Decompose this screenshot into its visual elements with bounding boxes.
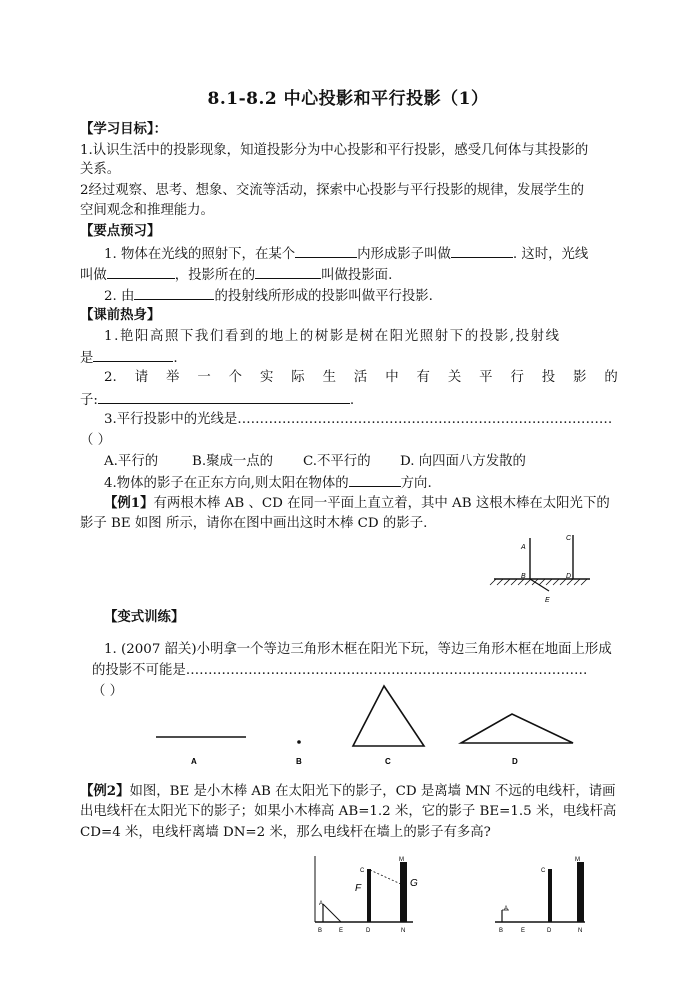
fig2l-label-f: F xyxy=(355,883,362,894)
preview-blank-3[interactable] xyxy=(107,264,175,279)
example2-label: 【例2】 xyxy=(80,783,130,799)
fig2r-label-n: N xyxy=(578,928,583,934)
warmup-q2-char: 有 xyxy=(416,370,430,385)
warmup-q4 xyxy=(104,472,432,494)
option-b-point xyxy=(297,740,301,744)
warmup-q4-text-a: 4.物体的影子在正东方向,则太阳在物体的 xyxy=(104,476,349,491)
warmup-q2-char: 影 xyxy=(573,370,587,385)
warmup-q3-option-b[interactable]: B.聚成一点的 xyxy=(192,454,274,469)
example1-label: 【例1】 xyxy=(104,495,154,511)
fig2l-label-e: E xyxy=(339,928,344,934)
warmup-q2-char: 投 xyxy=(541,370,556,385)
fig2r-label-c: C xyxy=(541,868,546,874)
warmup-q2-char: 2. xyxy=(104,370,117,385)
triangle-options-figure xyxy=(150,680,580,775)
warmup-q2-line2 xyxy=(80,389,354,411)
example2-text: 如图，BE 是小木棒 AB 在太阳光下的影子，CD 是离墙 MN 不远的电线杆，请画 xyxy=(129,784,616,799)
example1-line2: 影子 BE 如图 所示，请你在图中画出这时木棒 CD 的影子. xyxy=(80,516,428,531)
example2-line2: 出电线杆在太阳光下的影子；如果小木棒高 AB=1.2 米，它的影子 BE=1.5 米，电线杆高 xyxy=(80,804,617,819)
warmup-q2-char: 活 xyxy=(353,370,368,385)
option-d-label[interactable]: D xyxy=(512,757,518,766)
example1-line1 xyxy=(104,493,610,514)
warmup-heading: 【课前热身】 xyxy=(80,307,161,323)
fig2l-label-n: N xyxy=(401,928,406,934)
preview-q2 xyxy=(104,285,433,307)
example2-line3: CD=4 米，电线杆离墙 DN=2 米，那么电线杆在墙上的影子有多高? xyxy=(80,825,491,840)
warmup-q2-char: 一 xyxy=(197,370,211,385)
warmup-q2-char: 请 xyxy=(134,370,149,385)
figure1-label-b: B xyxy=(521,573,526,580)
option-b-label[interactable]: B xyxy=(296,757,302,766)
preview-blank-4[interactable] xyxy=(255,264,321,279)
preview-blank-1[interactable] xyxy=(295,243,357,258)
warmup-q2-char: 中 xyxy=(385,370,399,385)
warmup-q2-end: . xyxy=(349,393,355,408)
goals-line-4: 空间观念和推理能力。 xyxy=(80,203,214,218)
fig2l-label-d: D xyxy=(366,928,371,934)
warmup-q2-text: 子: xyxy=(80,393,98,408)
goals-line-2: 关系。 xyxy=(80,162,121,177)
warmup-q2-char: 际 xyxy=(291,370,305,385)
preview-q1-text-d: 叫做 xyxy=(80,268,107,283)
warmup-q1-end: . xyxy=(173,351,178,366)
warmup-q2-char: 生 xyxy=(322,370,336,385)
fig2r-label-e: E xyxy=(521,928,526,934)
preview-q2-text-b: 的投射线所形成的投影叫做平行投影. xyxy=(214,289,433,304)
practice-q1-line1: 1. (2007 韶关)小明拿一个等边三角形木框在阳光下玩，等边三角形木框在地面上形成 xyxy=(104,642,612,657)
preview-blank-5[interactable] xyxy=(134,285,214,300)
preview-heading: 【要点预习】 xyxy=(80,223,161,239)
example2-figure-right xyxy=(495,855,595,937)
warmup-q2-char: 举 xyxy=(166,370,180,385)
fig2l-label-c: C xyxy=(360,868,365,874)
option-c-label[interactable]: C xyxy=(385,757,391,766)
fig2l-label-b: B xyxy=(318,928,323,934)
figure1-label-c: C xyxy=(566,535,572,542)
example2-figure-left xyxy=(315,855,425,937)
preview-q1-line2 xyxy=(80,264,392,286)
warmup-q3-option-d[interactable]: D. 向四面八方发散的 xyxy=(400,454,526,469)
warmup-blank-2[interactable] xyxy=(98,389,350,404)
example1-figure xyxy=(488,530,598,610)
fig2l-label-a: A xyxy=(319,901,324,907)
warmup-blank-1[interactable] xyxy=(93,347,173,362)
warmup-q3-option-a[interactable]: A.平行的 xyxy=(104,454,159,469)
warmup-q2-char: 关 xyxy=(447,370,462,385)
preview-q1-text-a: 1. 物体在光线的照射下，在某个 xyxy=(104,247,296,262)
preview-q1-text-f: 叫做投影面. xyxy=(321,268,393,283)
warmup-q4-text-b: 方向. xyxy=(400,476,432,491)
warmup-q3-paren[interactable]: （ ） xyxy=(80,433,112,448)
option-c-triangle xyxy=(353,686,424,746)
practice-q1-paren[interactable]: （ ） xyxy=(92,684,124,699)
warmup-q2-char: 行 xyxy=(510,370,524,385)
figure1-label-d: D xyxy=(566,573,572,580)
goals-line-3: 2经过观察、思考、想象、交流等活动，探索中心投影与平行投影的规律，发展学生的 xyxy=(80,183,584,198)
preview-q2-text-a: 2. 由 xyxy=(104,289,135,304)
fig2l-label-g: G xyxy=(410,878,418,889)
example2-line1 xyxy=(80,781,616,802)
preview-q1-text-e: ，投影所在的 xyxy=(174,268,256,283)
preview-q1-line1 xyxy=(104,243,588,265)
preview-q1-text-c: . 这时，光线 xyxy=(512,247,589,262)
warmup-q1-line1: 1.艳阳高照下我们看到的地上的树影是树在阳光照射下的投影,投射线 xyxy=(104,329,561,344)
warmup-q2-char: 平 xyxy=(479,370,493,385)
figure1-label-a: A xyxy=(521,544,526,551)
warmup-q1-text: 是 xyxy=(80,351,94,366)
figure1-label-e: E xyxy=(545,597,550,604)
fig2r-label-m: M xyxy=(575,857,580,863)
warmup-q3-option-c[interactable]: C.不平行的 xyxy=(303,454,371,469)
warmup-blank-3[interactable] xyxy=(349,472,401,487)
fig2r-label-d: D xyxy=(547,928,552,934)
warmup-q2-char: 个 xyxy=(228,370,243,385)
warmup-q2-line1 xyxy=(104,368,618,388)
goals-line-1: 1.认识生活中的投影现象，知道投影分为中心投影和平行投影，感受几何体与其投影的 xyxy=(80,143,589,158)
practice-heading: 【变式训练】 xyxy=(104,609,185,625)
preview-q1-text-b: 内形成影子叫做 xyxy=(357,247,451,262)
page-title: 8.1-8.2 中心投影和平行投影（1） xyxy=(207,89,489,109)
preview-blank-2[interactable] xyxy=(451,243,513,258)
example1-text: 有两根木棒 AB 、CD 在同一平面上直立着，其中 AB 这根木棒在太阳光下的 xyxy=(153,496,610,511)
option-a-label[interactable]: A xyxy=(191,757,197,766)
warmup-q3: 3.平行投影中的光线是………………………………………………………………………… xyxy=(104,412,613,427)
fig2r-label-b: B xyxy=(499,928,504,934)
fig2r-label-a: A xyxy=(504,906,509,912)
warmup-q1-line2 xyxy=(80,347,178,369)
warmup-q2-char: 的 xyxy=(604,370,618,385)
warmup-q2-char: 实 xyxy=(259,370,274,385)
goals-heading: 【学习目标】： xyxy=(80,121,168,137)
option-d-triangle xyxy=(461,714,573,743)
practice-q1-line2: 的投影不可能是……………………………………………………………………………… xyxy=(92,663,588,678)
fig2l-label-m: M xyxy=(399,857,404,863)
